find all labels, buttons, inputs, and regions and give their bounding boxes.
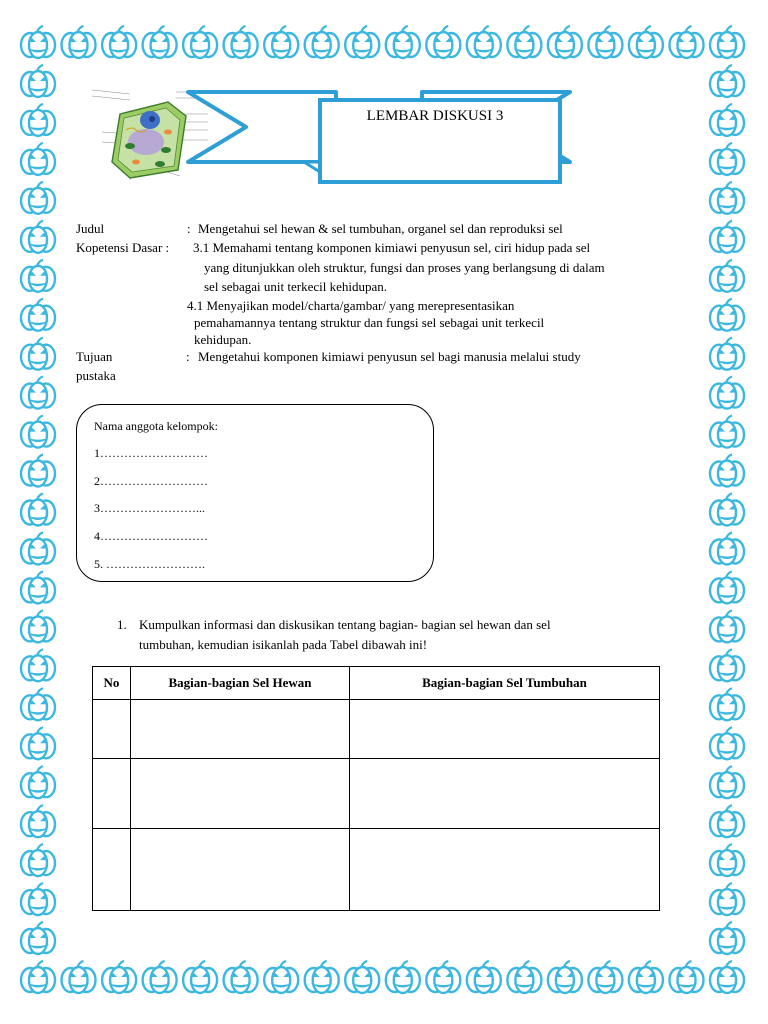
table-header-row — [93, 667, 660, 700]
jack-o-lantern-icon — [710, 805, 744, 837]
jack-o-lantern-icon — [670, 26, 704, 58]
jack-o-lantern-icon — [710, 727, 744, 759]
jack-o-lantern-icon — [629, 26, 663, 58]
jack-o-lantern-icon — [710, 883, 744, 915]
jack-o-lantern-icon — [21, 221, 55, 253]
jack-o-lantern-icon — [21, 416, 55, 448]
jack-o-lantern-icon — [21, 455, 55, 487]
group-members-box — [76, 404, 434, 582]
jack-o-lantern-icon — [62, 961, 96, 993]
jack-o-lantern-icon — [345, 26, 379, 58]
jack-o-lantern-icon — [386, 26, 420, 58]
table-cell[interactable] — [93, 759, 131, 829]
jack-o-lantern-icon — [710, 338, 744, 370]
tujuan-text-continued: pustaka — [76, 368, 116, 383]
table-cell[interactable] — [350, 829, 660, 911]
jack-o-lantern-icon — [21, 766, 55, 798]
jack-o-lantern-icon — [21, 961, 55, 993]
jack-o-lantern-icon — [670, 961, 704, 993]
tujuan-label: Tujuan — [76, 349, 113, 364]
jack-o-lantern-icon — [710, 961, 744, 993]
tujuan-text: Mengetahui komponen kimiawi penyusun sel bagi manusia melalui study — [198, 349, 581, 364]
table-row — [93, 829, 660, 911]
worksheet-title: LEMBAR DISKUSI 3 — [366, 108, 504, 124]
kd-4-1-line1: 4.1 Menyajikan model/charta/gambar/ yang merepresentasikan — [187, 298, 515, 313]
table-row — [93, 759, 660, 829]
jack-o-lantern-icon — [710, 571, 744, 603]
jack-o-lantern-icon — [21, 299, 55, 331]
jack-o-lantern-icon — [588, 961, 622, 993]
table-cell[interactable] — [350, 759, 660, 829]
jack-o-lantern-icon — [426, 961, 460, 993]
tujuan-separator: : — [186, 349, 190, 364]
member-line[interactable]: 1……………………… — [94, 446, 208, 460]
jack-o-lantern-icon — [21, 649, 55, 681]
table-cell[interactable] — [93, 829, 131, 911]
jack-o-lantern-icon — [710, 26, 744, 58]
jack-o-lantern-icon — [183, 961, 217, 993]
jack-o-lantern-icon — [710, 688, 744, 720]
jack-o-lantern-icon — [21, 377, 55, 409]
cell-parts-table — [92, 666, 660, 911]
jack-o-lantern-icon — [710, 766, 744, 798]
jack-o-lantern-icon — [710, 221, 744, 253]
jack-o-lantern-icon — [710, 377, 744, 409]
jack-o-lantern-icon — [467, 26, 501, 58]
jack-o-lantern-icon — [143, 961, 177, 993]
table-cell[interactable] — [131, 700, 350, 759]
jack-o-lantern-icon — [710, 844, 744, 876]
jack-o-lantern-icon — [21, 883, 55, 915]
jack-o-lantern-icon — [507, 961, 541, 993]
jack-o-lantern-icon — [710, 65, 744, 97]
jack-o-lantern-icon — [467, 961, 501, 993]
jack-o-lantern-icon — [21, 533, 55, 565]
table-cell[interactable] — [350, 700, 660, 759]
jack-o-lantern-icon — [224, 26, 258, 58]
jack-o-lantern-icon — [102, 961, 136, 993]
jack-o-lantern-icon — [21, 610, 55, 642]
jack-o-lantern-icon — [548, 961, 582, 993]
jack-o-lantern-icon — [21, 571, 55, 603]
jack-o-lantern-icon — [710, 299, 744, 331]
header-plant-cell-parts: Bagian-bagian Sel Tumbuhan — [350, 667, 660, 700]
header-animal-cell-parts: Bagian-bagian Sel Hewan — [131, 667, 350, 700]
question-line1: Kumpulkan informasi dan diskusikan tentang bagian- bagian sel hewan dan sel — [139, 617, 551, 632]
jack-o-lantern-icon — [62, 26, 96, 58]
jack-o-lantern-icon — [21, 805, 55, 837]
jack-o-lantern-icon — [386, 961, 420, 993]
judul-text: Mengetahui sel hewan & sel tumbuhan, organel sel dan reproduksi sel — [198, 221, 563, 236]
jack-o-lantern-icon — [710, 533, 744, 565]
kd-3-1-line1: 3.1 Memahami tentang komponen kimiawi penyusun sel, ciri hidup pada sel — [193, 240, 591, 255]
jack-o-lantern-icon — [548, 26, 582, 58]
header-no: No — [93, 667, 131, 700]
jack-o-lantern-icon — [21, 727, 55, 759]
jack-o-lantern-icon — [102, 26, 136, 58]
jack-o-lantern-icon — [21, 494, 55, 526]
jack-o-lantern-icon — [305, 26, 339, 58]
jack-o-lantern-icon — [21, 338, 55, 370]
jack-o-lantern-icon — [183, 26, 217, 58]
title-ribbon — [186, 84, 572, 186]
kd-label: Kopetensi Dasar : — [76, 240, 170, 255]
jack-o-lantern-icon — [21, 143, 55, 175]
judul-label: Judul — [76, 221, 105, 236]
member-line[interactable]: 4……………………… — [94, 529, 208, 543]
table-cell[interactable] — [131, 829, 350, 911]
member-line[interactable]: 3……………………... — [94, 501, 205, 515]
jack-o-lantern-icon — [710, 104, 744, 136]
jack-o-lantern-icon — [710, 182, 744, 214]
jack-o-lantern-icon — [143, 26, 177, 58]
members-heading: Nama anggota kelompok: — [94, 419, 218, 433]
jack-o-lantern-icon — [710, 922, 744, 954]
jack-o-lantern-icon — [710, 649, 744, 681]
jack-o-lantern-icon — [21, 65, 55, 97]
kd-4-1-line3: kehidupan. — [194, 332, 252, 347]
jack-o-lantern-icon — [264, 26, 298, 58]
jack-o-lantern-icon — [21, 26, 55, 58]
jack-o-lantern-icon — [224, 961, 258, 993]
jack-o-lantern-icon — [710, 416, 744, 448]
table-row — [93, 700, 660, 759]
table-cell[interactable] — [93, 700, 131, 759]
member-line[interactable]: 2……………………… — [94, 474, 208, 488]
jack-o-lantern-icon — [426, 26, 460, 58]
kd-4-1-line2: pemahamannya tentang struktur dan fungsi sel sebagai unit terkecil — [194, 315, 545, 330]
jack-o-lantern-icon — [345, 961, 379, 993]
jack-o-lantern-icon — [710, 610, 744, 642]
jack-o-lantern-icon — [264, 961, 298, 993]
jack-o-lantern-icon — [710, 494, 744, 526]
jack-o-lantern-icon — [710, 260, 744, 292]
jack-o-lantern-icon — [21, 182, 55, 214]
jack-o-lantern-icon — [21, 844, 55, 876]
question-line2: tumbuhan, kemudian isikanlah pada Tabel dibawah ini! — [139, 637, 428, 652]
jack-o-lantern-icon — [305, 961, 339, 993]
jack-o-lantern-icon — [710, 455, 744, 487]
jack-o-lantern-icon — [710, 143, 744, 175]
member-line[interactable]: 5. ……………………. — [94, 557, 205, 571]
jack-o-lantern-icon — [21, 104, 55, 136]
jack-o-lantern-icon — [588, 26, 622, 58]
jack-o-lantern-icon — [21, 260, 55, 292]
kd-3-1-line3: sel sebagai unit terkecil kehidupan. — [204, 279, 388, 294]
jack-o-lantern-icon — [21, 688, 55, 720]
jack-o-lantern-icon — [507, 26, 541, 58]
judul-separator: : — [187, 221, 191, 236]
question-number: 1. — [117, 617, 127, 632]
jack-o-lantern-icon — [21, 922, 55, 954]
jack-o-lantern-icon — [629, 961, 663, 993]
kd-3-1-line2: yang ditunjukkan oleh struktur, fungsi dan proses yang berlangsung di dalam — [204, 260, 605, 275]
table-cell[interactable] — [131, 759, 350, 829]
